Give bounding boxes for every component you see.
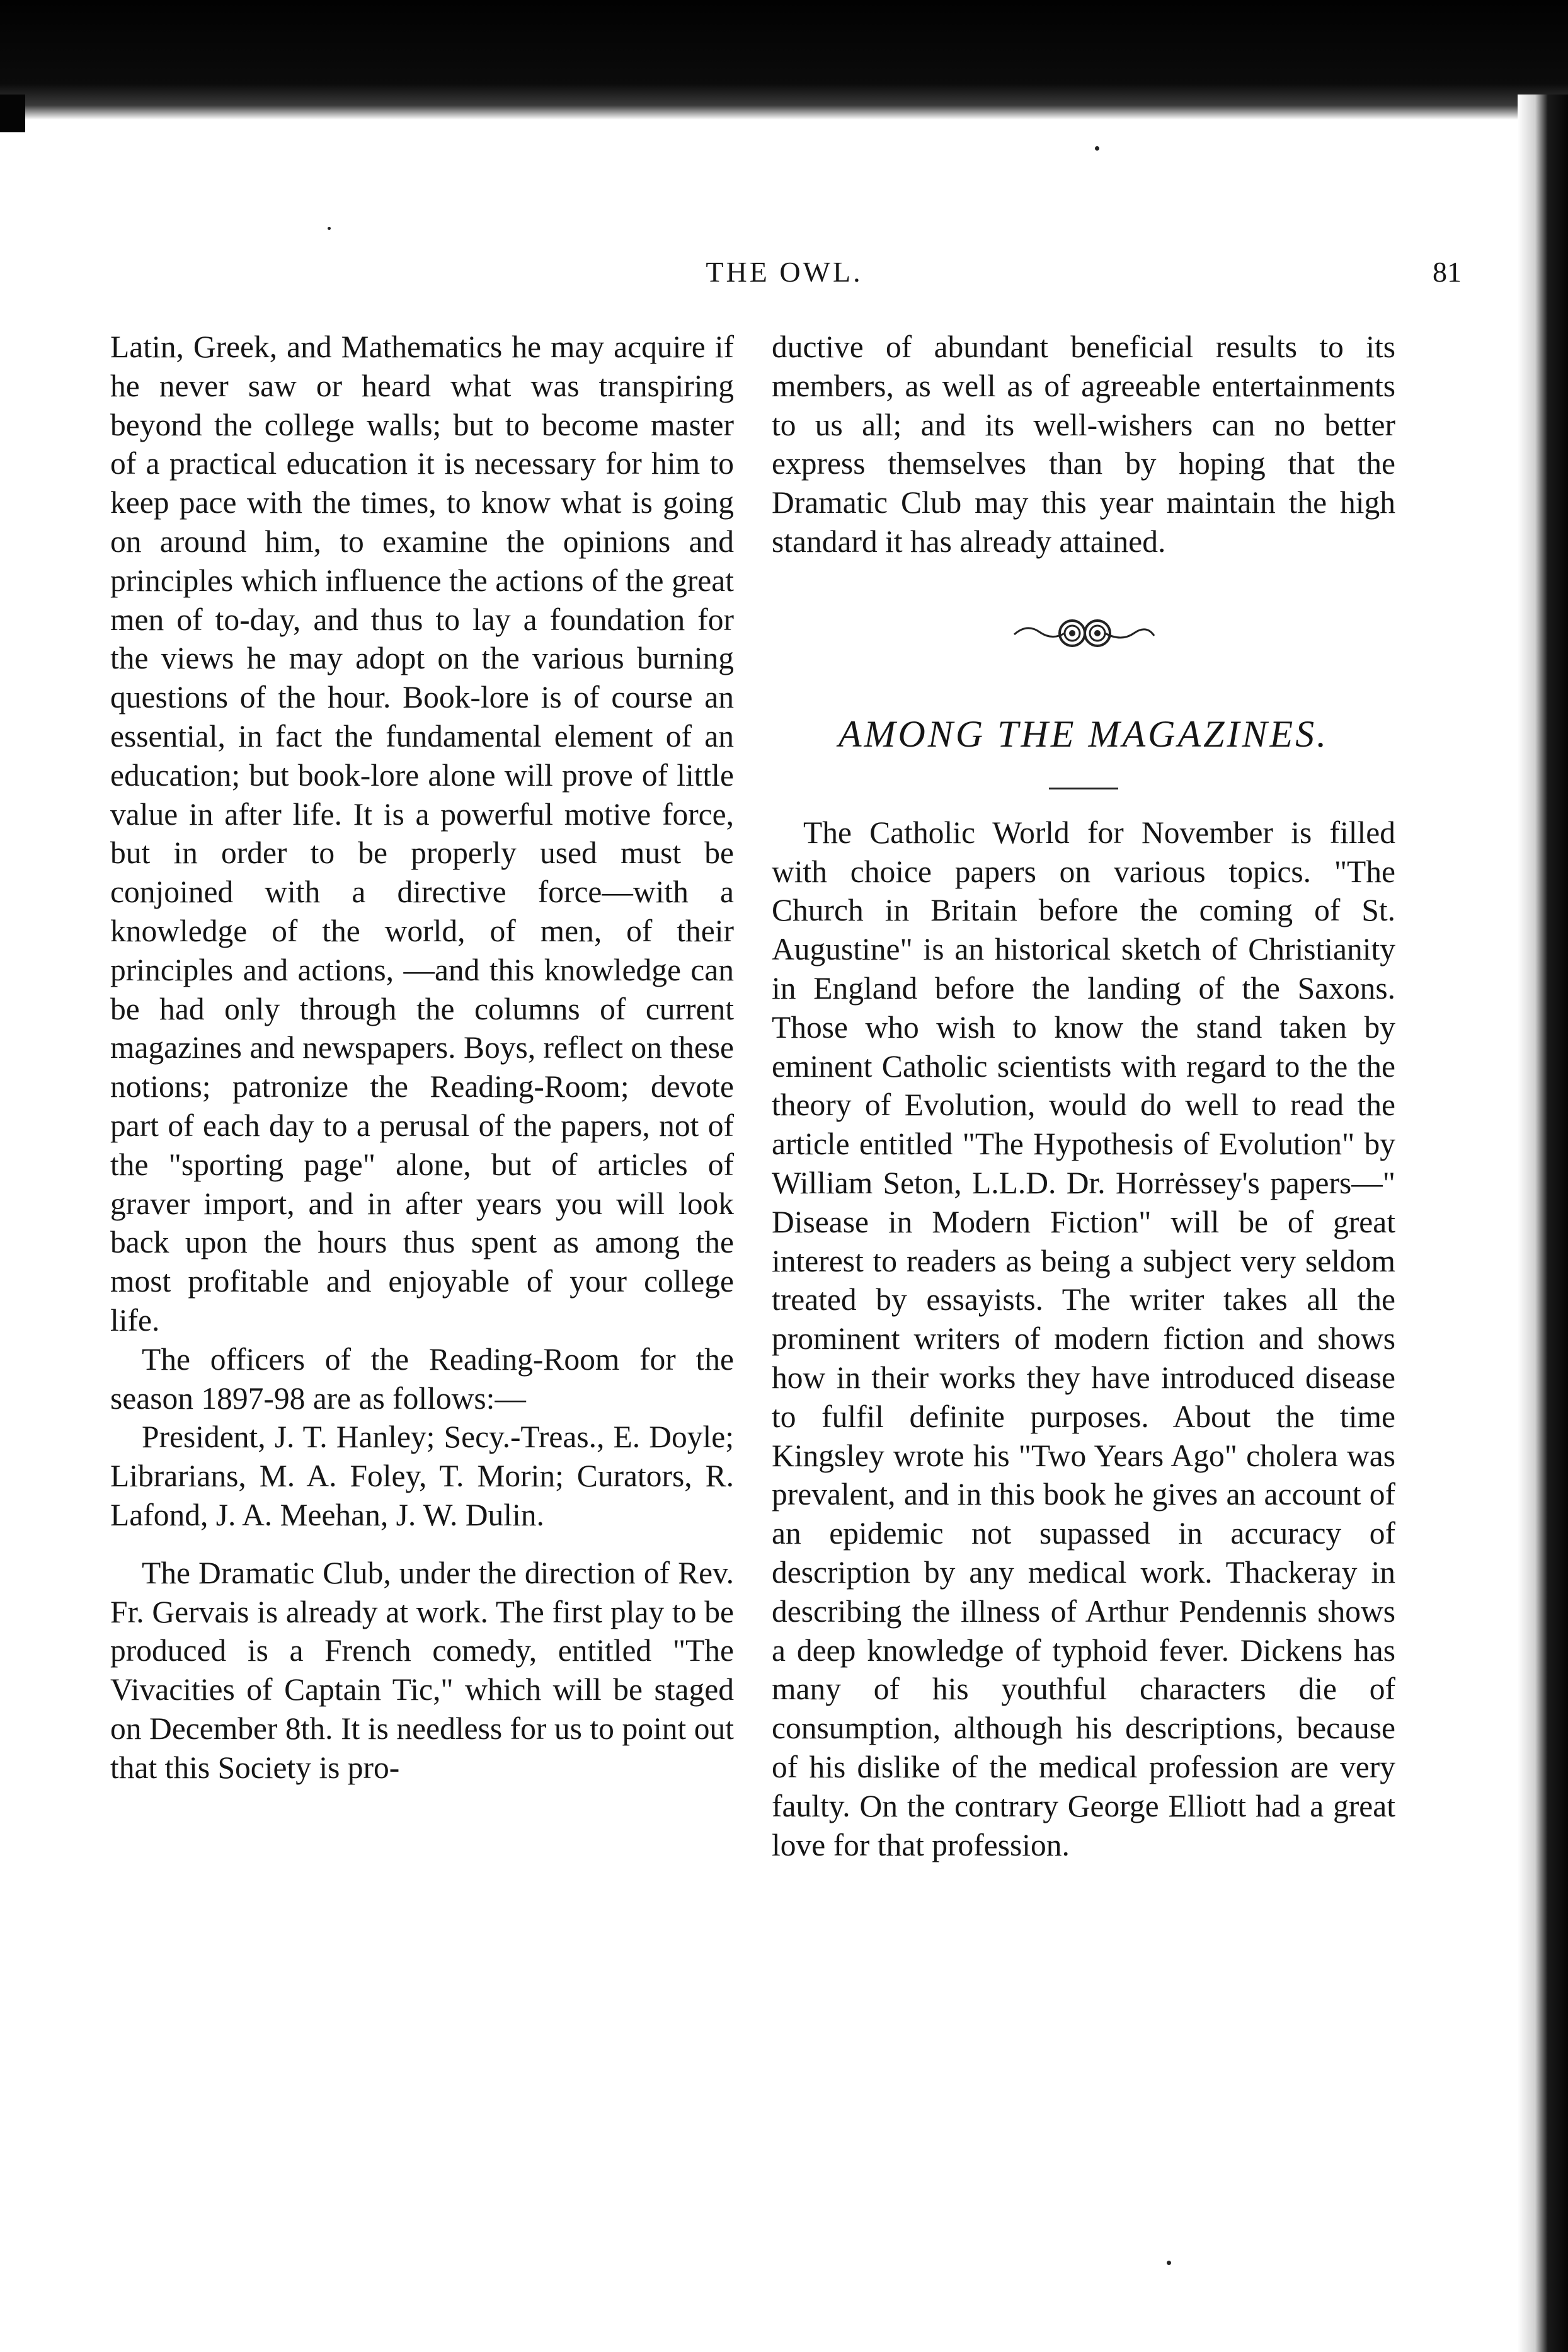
paragraph-officers-intro: The officers of the Reading-Room for the season 1897-98 are as follows:— bbox=[110, 1341, 734, 1416]
scan-speck bbox=[1095, 146, 1099, 151]
scan-border-top bbox=[0, 0, 1568, 120]
scan-speck bbox=[328, 227, 331, 230]
paragraph-reading-room: Latin, Greek, and Mathematics he may acquire if he never saw or heard what was transpiring beyond the college walls; but to become master of a practical education it is necessary for him to keep pace with the times, to know what is going on around him, to examine the opinions and principles which influence the actions of the great men of to-day, and thus to lay a foundation for the views he may adopt on the various burning questions of the hour. Book-lore is of course an essential, in fact the fundamental element of an education; but book-lore alone will prove of little value in after life. It is a powerful motive force, but in order to be properly used must be conjoined with a directive force—with a knowledge of the world, of men, of their principles and actions, —and this knowledge can be had only through the columns of current magazines and newspapers. Boys, reflect on these notions; patronize the Reading-Room; devote part of each day to a perusal of the papers, not of the "sporting page" alone, but of articles of graver import, and in after years you will look back upon the hours thus spent as among the most profitable and enjoyable of your college life. bbox=[110, 330, 734, 1338]
paragraph-dramatic-club: The Dramatic Club, under the direction of Rev. Fr. Gervais is already at work. The first play to be produced is a French comedy, entitled "The Vivacities of Captain Tic," which will be staged on December 8th. It is needless for us to point out that this Society is pro- bbox=[110, 1555, 734, 1785]
paragraph-dramatic-club-continued: ductive of abundant beneficial results to its members, as well as of agreeable entertainments to us all; and its well-wishers can no better express themselves than by hoping that the Dramatic Club may this year maintain the high standard it has already attained. bbox=[772, 330, 1395, 559]
scan-border-right bbox=[1518, 95, 1568, 2352]
paragraph-catholic-world: The Catholic World for November is filled with choice papers on various topics. "The Church in Britain before the coming of St. Augustine" is an historical sketch of Christianity in England before the landing of the Saxons. Those who wish to know the stand taken by eminent Catholic scientists with regard to the the theory of Evolution, would do well to read the article entitled "The Hypothesis of Evolution" by William Seton, L.L.D. Dr. Horrėssey's papers—" Disease in Modern Fiction" will be of great interest to readers as being a subject very seldom treated by essayists. The writer takes all the prominent writers of modern fiction and shows how in their works they have introduced disease to fulfil definite purposes. About the time Kingsley wrote his "Two Years Ago" cholera was prevalent, and in this book he gives an account of an epidemic not supassed in accuracy of description by any medical work. Thackeray in describing the illness of Arthur Pendennis shows a deep knowledge of typhoid fever. Dickens has many of his youthful characters die of consumption, although his descriptions, because of his dislike of the medical profession are very faulty. On the contrary George Elliott had a great love for that profession. bbox=[772, 815, 1395, 1862]
running-title: THE OWL. bbox=[706, 256, 863, 288]
section-heading: AMONG THE MAGAZINES. bbox=[838, 713, 1329, 755]
ornament-divider bbox=[772, 611, 1395, 667]
right-column bbox=[772, 328, 1395, 1864]
section-rule bbox=[1049, 788, 1118, 789]
paragraph-officers-list: President, J. T. Hanley; Secy.-Treas., E. Doyle; Librarians, M. A. Foley, T. Morin; Curators, R. Lafond, J. A. Meehan, J. W. Dulin. bbox=[110, 1420, 734, 1532]
scan-speck bbox=[1167, 2261, 1171, 2265]
page-header bbox=[101, 255, 1468, 299]
scan-border-top-notch bbox=[0, 95, 25, 132]
page-number: 81 bbox=[1433, 256, 1462, 288]
left-column bbox=[110, 328, 734, 1787]
scroll-ornament-icon bbox=[1008, 611, 1159, 655]
